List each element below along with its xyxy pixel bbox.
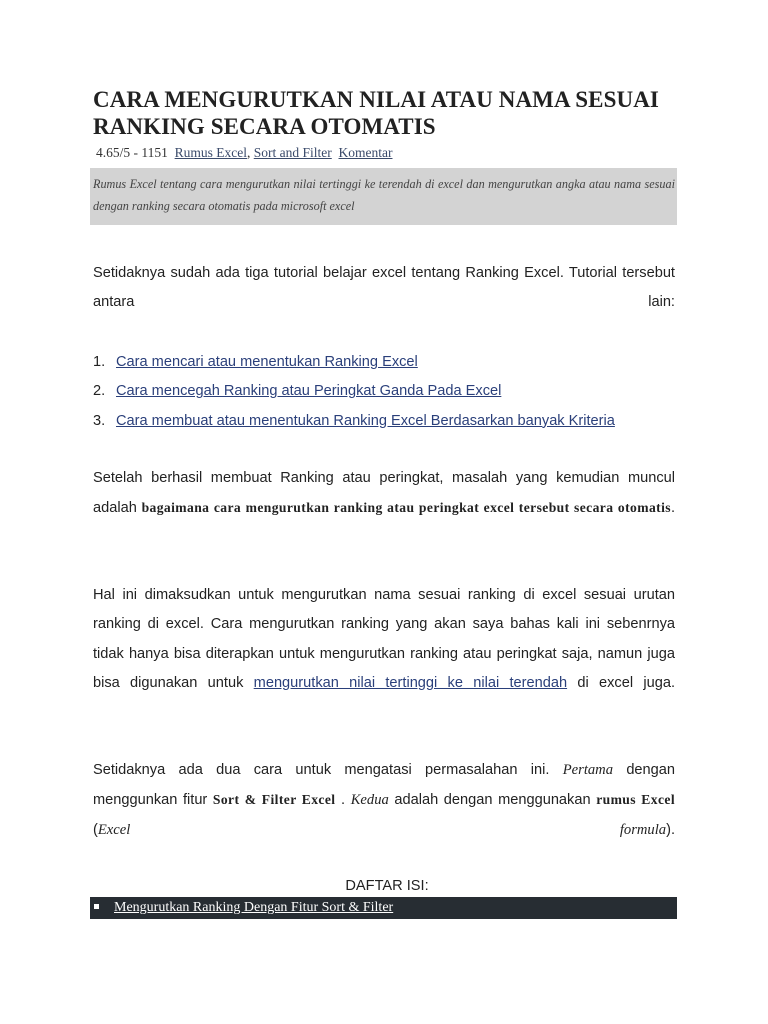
- paragraph-purpose: [93, 581, 675, 698]
- paragraph-problem-bold: bagaimana cara mengurutkan ranking atau peringkat excel tersebut secara otomatis: [141, 500, 671, 516]
- term-excel-formula: Excel formula: [97, 821, 667, 838]
- tutorial-list: [93, 348, 677, 436]
- paragraph-intro: Setidaknya sudah ada tiga tutorial belajar excel tentang Ranking Excel. Tutorial tersebut antara lain:: [93, 265, 675, 311]
- rating: 4.65/5 - 1151: [96, 145, 168, 160]
- list-number: 1.: [93, 354, 106, 370]
- paragraph-problem: [93, 464, 675, 524]
- category-link-sort-filter[interactable]: Sort and Filter: [253, 145, 332, 160]
- comments-link[interactable]: Komentar: [338, 145, 393, 160]
- paragraph-purpose-end: di excel juga.: [577, 674, 675, 691]
- list-item: [93, 407, 677, 436]
- list-item: [93, 348, 677, 377]
- paragraph-methods-lead: Setidaknya ada dua cara untuk mengatasi permasalahan ini.: [93, 762, 550, 778]
- toc-link-sort-filter[interactable]: Mengurutkan Ranking Dengan Fitur Sort & Filter: [114, 900, 394, 915]
- term-sort-filter: Sort & Filter Excel: [212, 792, 336, 808]
- article-summary: Rumus Excel tentang cara mengurutkan nilai tertinggi ke terendah di excel dan mengurutkan angka atau nama sesuai dengan ranking secara otomatis pada microsoft excel: [90, 168, 677, 225]
- paragraph-methods-text2: dengan menggunkan fitur: [93, 762, 676, 809]
- paragraph-methods-close: ).: [666, 821, 675, 838]
- tutorial-link-ranking-ganda[interactable]: Cara mencegah Ranking atau Peringkat Ganda Pada Excel: [116, 383, 502, 400]
- category-separator: ,: [247, 145, 251, 160]
- paragraph-problem-lead: Setelah berhasil membuat Ranking atau peringkat, masalah yang kemudian muncul adalah: [93, 470, 675, 517]
- article-header: [93, 86, 677, 162]
- list-number: 3.: [93, 412, 106, 429]
- page-title: CARA MENGURUTKAN NILAI ATAU NAMA SESUAI RANKING SECARA OTOMATIS: [93, 87, 659, 139]
- paragraph-methods-dot: .: [341, 792, 346, 809]
- word-kedua: Kedua: [350, 792, 389, 809]
- category-link-rumus-excel[interactable]: Rumus Excel: [174, 145, 247, 160]
- bullet-icon: [94, 904, 99, 909]
- paragraph-purpose-lead: Hal ini dimaksudkan untuk mengurutkan nama sesuai ranking di excel sesuai urutan ranking di excel. Cara mengurutkan ranking yang akan saya bahas kali ini sebenrnya tidak hanya bisa diterapkan untuk mengurutkan ranking atau peringkat saja, namun juga bisa digunakan untuk: [93, 587, 675, 691]
- paragraph-methods: [93, 756, 675, 845]
- tutorial-link-ranking-kriteria[interactable]: Cara membuat atau menentukan Ranking Excel Berdasarkan banyak Kriteria: [116, 412, 615, 429]
- list-item: [93, 377, 677, 406]
- article-meta: [96, 144, 677, 162]
- open-paren: (: [93, 821, 98, 838]
- toc-title: DAFTAR ISI:: [345, 878, 429, 894]
- list-number: 2.: [93, 383, 106, 400]
- link-nilai-tertinggi[interactable]: mengurutkan nilai tertinggi ke nilai terendah: [253, 674, 568, 691]
- paragraph-problem-end: .: [670, 500, 676, 517]
- toc-item: [90, 897, 677, 919]
- paragraph-methods-text3: adalah dengan menggunakan: [394, 792, 591, 809]
- tutorial-link-ranking[interactable]: Cara mencari atau menentukan Ranking Excel: [116, 354, 418, 370]
- term-rumus-excel: rumus Excel: [596, 792, 675, 808]
- word-pertama: Pertama: [562, 762, 614, 778]
